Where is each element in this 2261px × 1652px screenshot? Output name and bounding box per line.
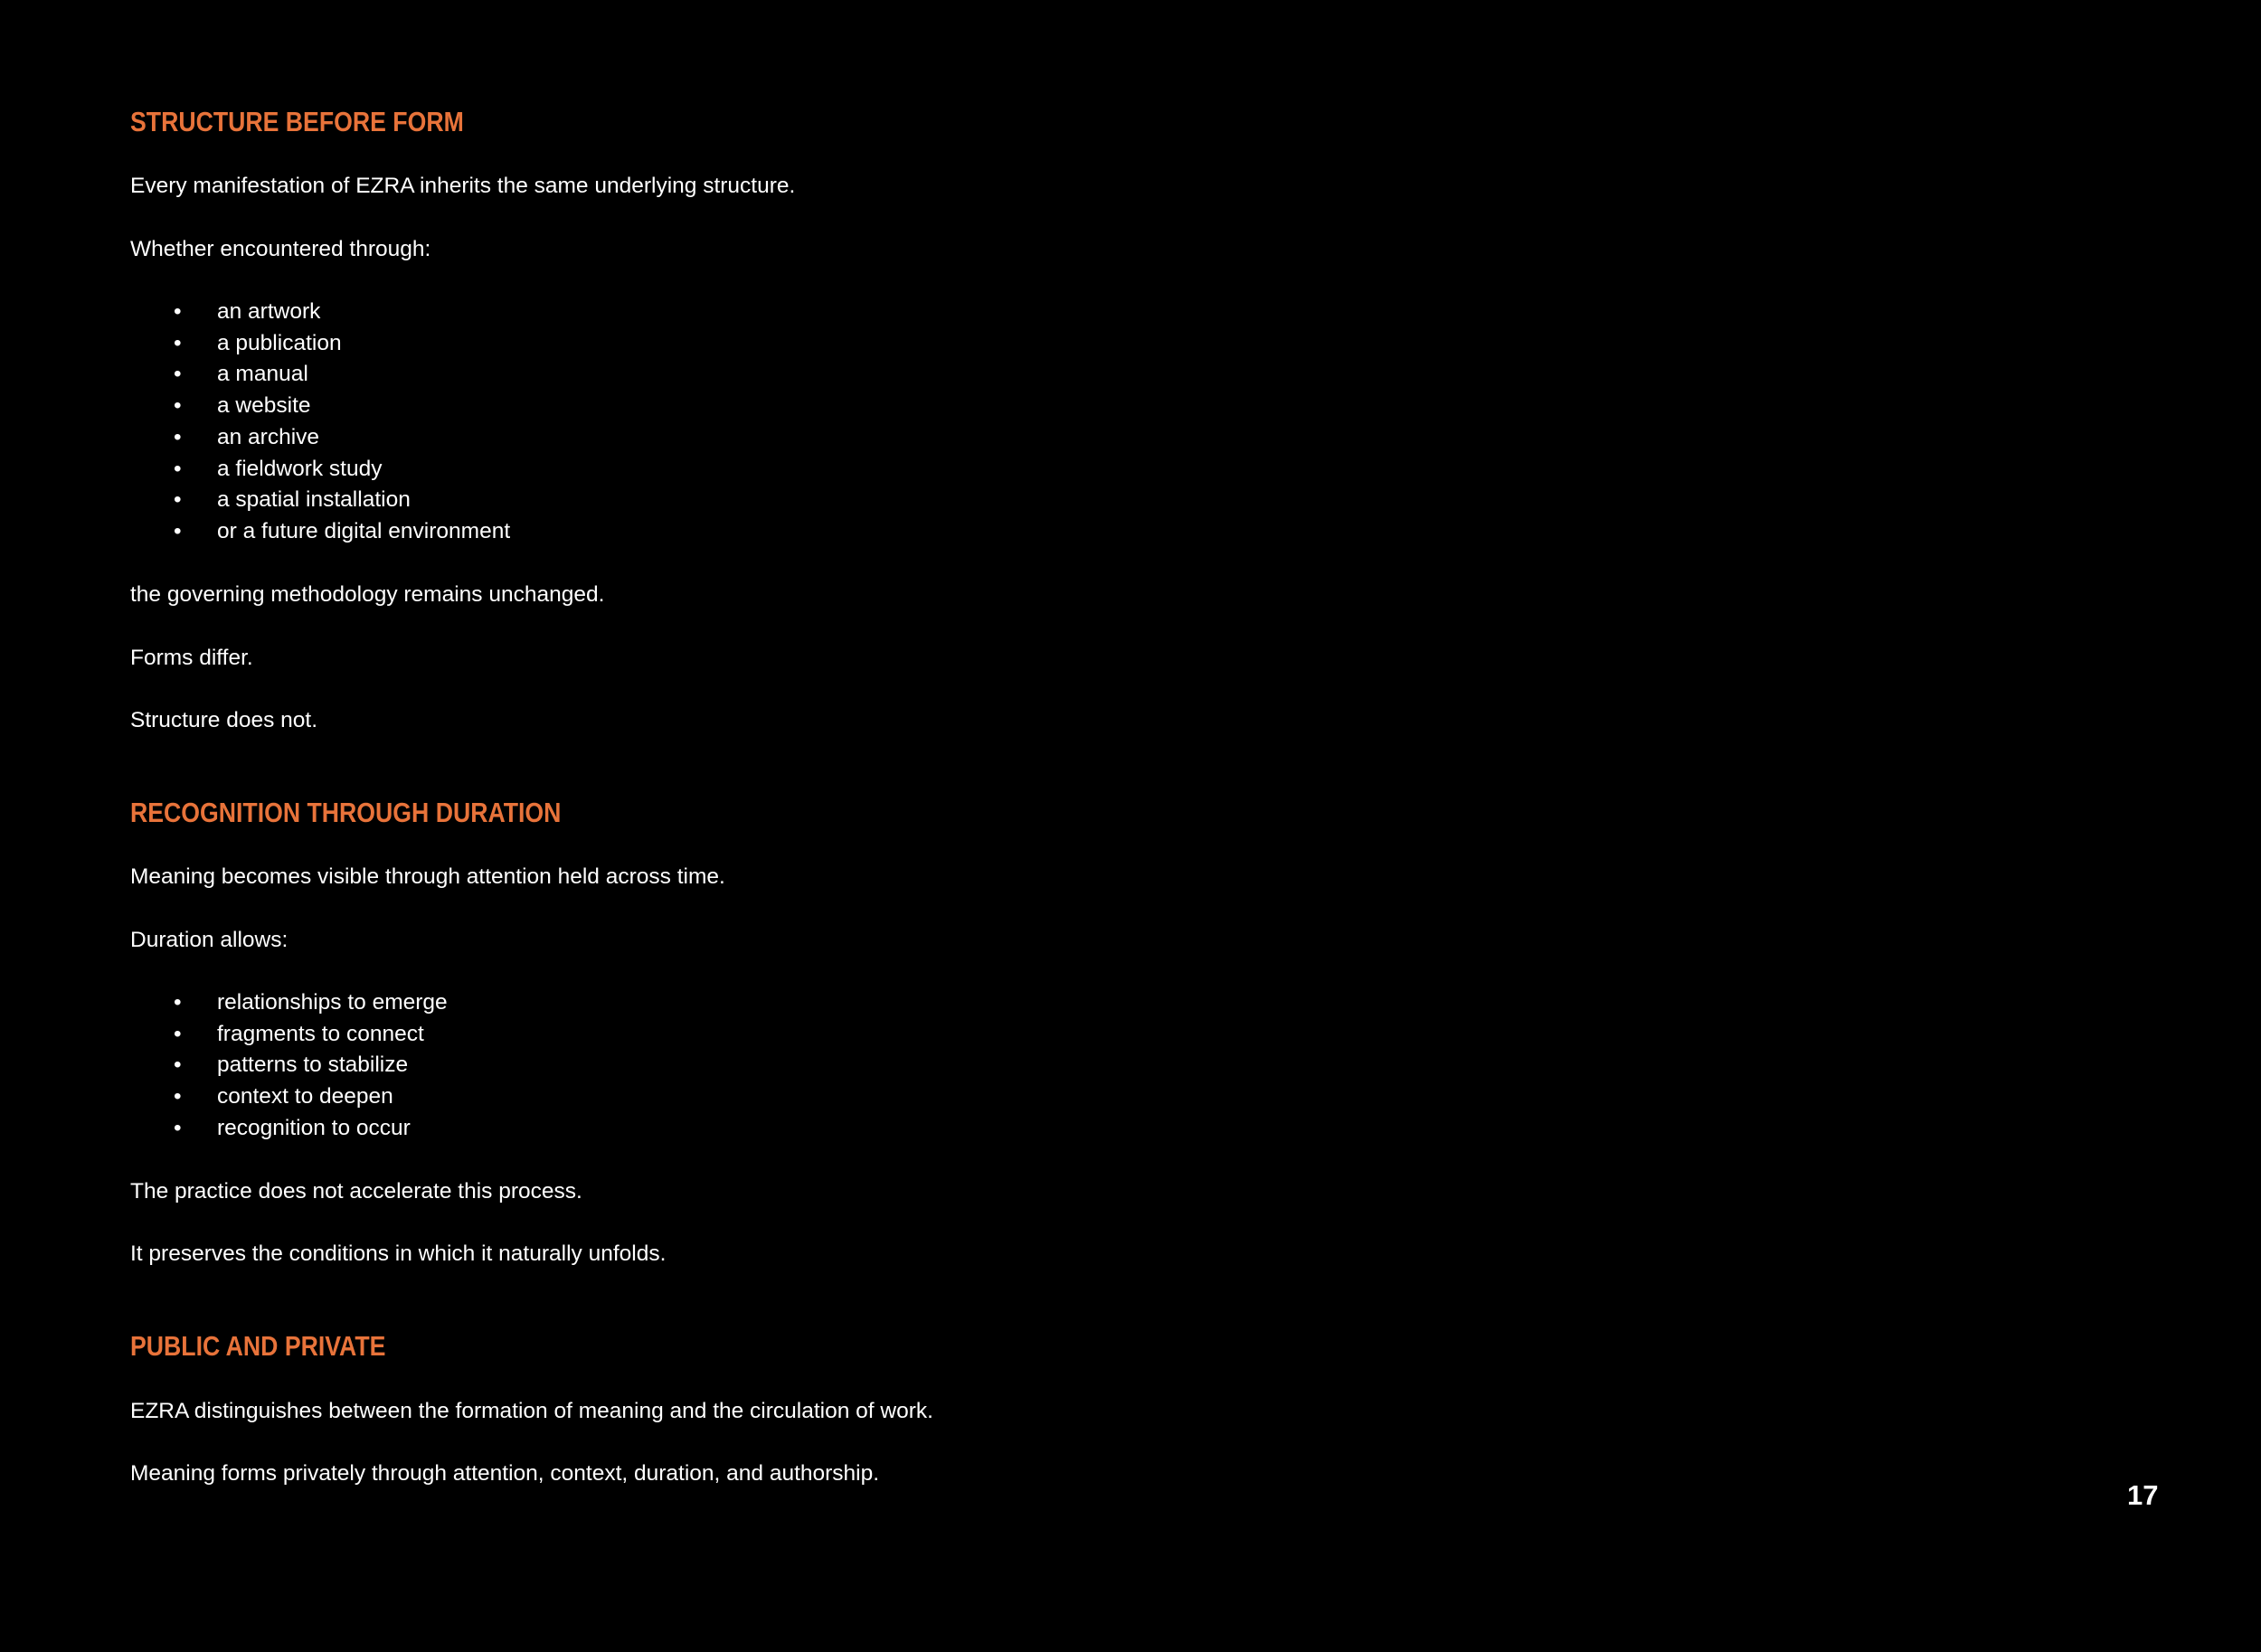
paragraph: Whether encountered through: bbox=[130, 237, 431, 261]
bullet-icon: • bbox=[174, 393, 182, 419]
list-item: • recognition to occur bbox=[130, 1113, 1939, 1145]
bullet-icon: • bbox=[174, 330, 182, 355]
list-item: • fragments to connect bbox=[130, 1019, 1939, 1051]
paragraph: It preserves the conditions in which it naturally unfolds. bbox=[130, 1241, 667, 1266]
bullet-icon: • bbox=[174, 456, 182, 481]
section-heading-recognition-through-duration: RECOGNITION THROUGH DURATION bbox=[130, 797, 562, 828]
paragraph: The practice does not accelerate this process. bbox=[130, 1179, 582, 1204]
paragraph: Meaning forms privately through attention, context, duration, and authorship. bbox=[130, 1461, 880, 1486]
paragraph: Meaning becomes visible through attention held across time. bbox=[130, 864, 725, 889]
bullet-icon: • bbox=[174, 990, 182, 1015]
bullet-icon: • bbox=[174, 424, 182, 449]
list-item: • or a future digital environment bbox=[130, 516, 1939, 548]
paragraph: the governing methodology remains unchanged. bbox=[130, 582, 605, 607]
list-item: • a publication bbox=[130, 328, 1939, 360]
paragraph: Structure does not. bbox=[130, 708, 318, 732]
section-heading-public-and-private: PUBLIC AND PRIVATE bbox=[130, 1330, 386, 1362]
bullet-icon: • bbox=[174, 487, 182, 513]
bullet-list-encounter-forms bbox=[130, 297, 1939, 548]
list-item: • an archive bbox=[130, 422, 1939, 454]
paragraph: Forms differ. bbox=[130, 646, 253, 670]
page-number: 17 bbox=[2127, 1479, 2159, 1511]
bullet-icon: • bbox=[174, 1021, 182, 1046]
list-item: • a spatial installation bbox=[130, 485, 1939, 516]
list-item: • patterns to stabilize bbox=[130, 1050, 1939, 1081]
section-heading-structure-before-form: STRUCTURE BEFORE FORM bbox=[130, 106, 464, 137]
bullet-icon: • bbox=[174, 1053, 182, 1078]
list-item: • context to deepen bbox=[130, 1081, 1939, 1113]
paragraph: Every manifestation of EZRA inherits the same underlying structure. bbox=[130, 174, 796, 198]
list-item: • a fieldwork study bbox=[130, 454, 1939, 486]
bullet-icon: • bbox=[174, 1084, 182, 1109]
bullet-icon: • bbox=[174, 362, 182, 387]
list-item: • an artwork bbox=[130, 297, 1939, 328]
bullet-list-duration-allows bbox=[130, 987, 1939, 1145]
bullet-icon: • bbox=[174, 299, 182, 324]
bullet-icon: • bbox=[174, 518, 182, 543]
list-item: • relationships to emerge bbox=[130, 987, 1939, 1019]
list-item: • a manual bbox=[130, 359, 1939, 391]
paragraph: Duration allows: bbox=[130, 928, 289, 952]
bullet-icon: • bbox=[174, 1115, 182, 1140]
list-item: • a website bbox=[130, 391, 1939, 422]
paragraph: EZRA distinguishes between the formation of meaning and the circulation of work. bbox=[130, 1399, 933, 1423]
